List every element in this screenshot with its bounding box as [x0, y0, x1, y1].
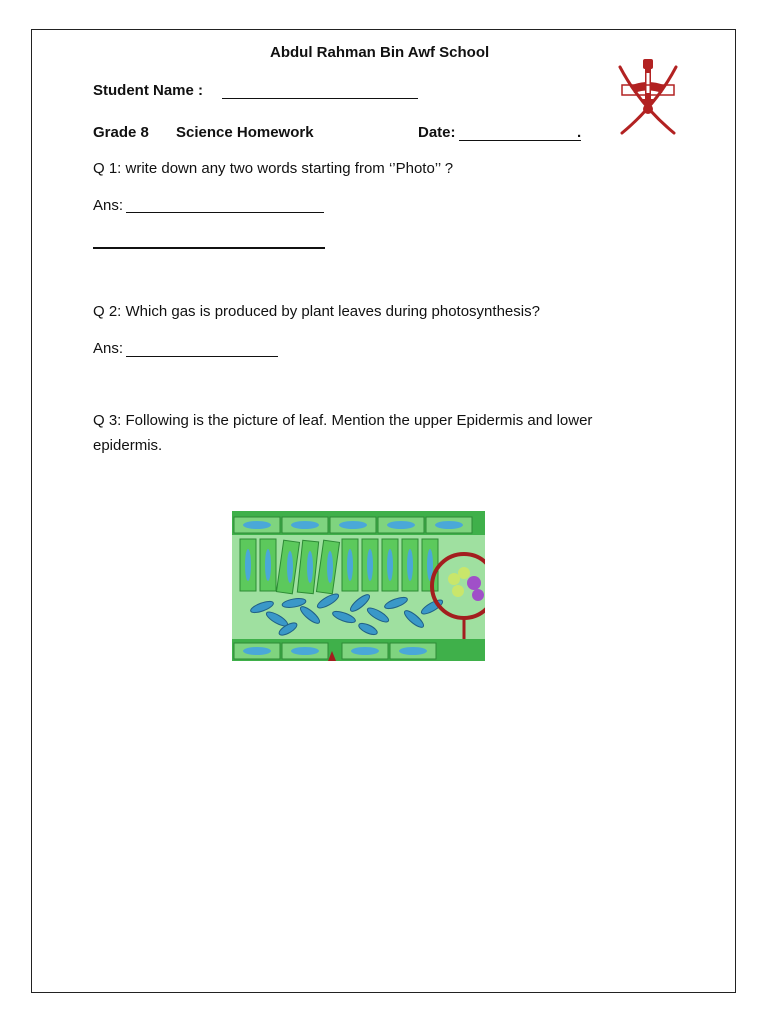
school-name: Abdul Rahman Bin Awf School: [270, 44, 490, 61]
student-name-line[interactable]: [222, 98, 418, 99]
question-1-answer-line-2[interactable]: [93, 247, 325, 249]
question-3-text-line-2: epidermis.: [93, 437, 163, 454]
question-2-answer-line[interactable]: [126, 356, 278, 357]
date-label: Date:: [418, 124, 456, 141]
leaf-cross-section-image: [232, 511, 485, 661]
date-line[interactable]: [459, 140, 581, 141]
question-1-answer-line-1[interactable]: [126, 212, 324, 213]
subject-label: Science Homework: [176, 124, 314, 141]
oman-emblem-icon: [610, 55, 686, 137]
question-3-text-line-1: Q 3: Following is the picture of leaf. Mention the upper Epidermis and lower: [93, 412, 593, 429]
date-end: .: [577, 124, 582, 141]
question-1-text: Q 1: write down any two words starting from ‘’Photo’’ ?: [93, 160, 454, 177]
question-2-answer-label: Ans:: [93, 340, 124, 357]
grade-label: Grade 8: [93, 124, 149, 141]
question-2-text: Q 2: Which gas is produced by plant leaves during photosynthesis?: [93, 303, 540, 320]
question-1-answer-label: Ans:: [93, 197, 124, 214]
student-name-label: Student Name :: [93, 82, 204, 99]
